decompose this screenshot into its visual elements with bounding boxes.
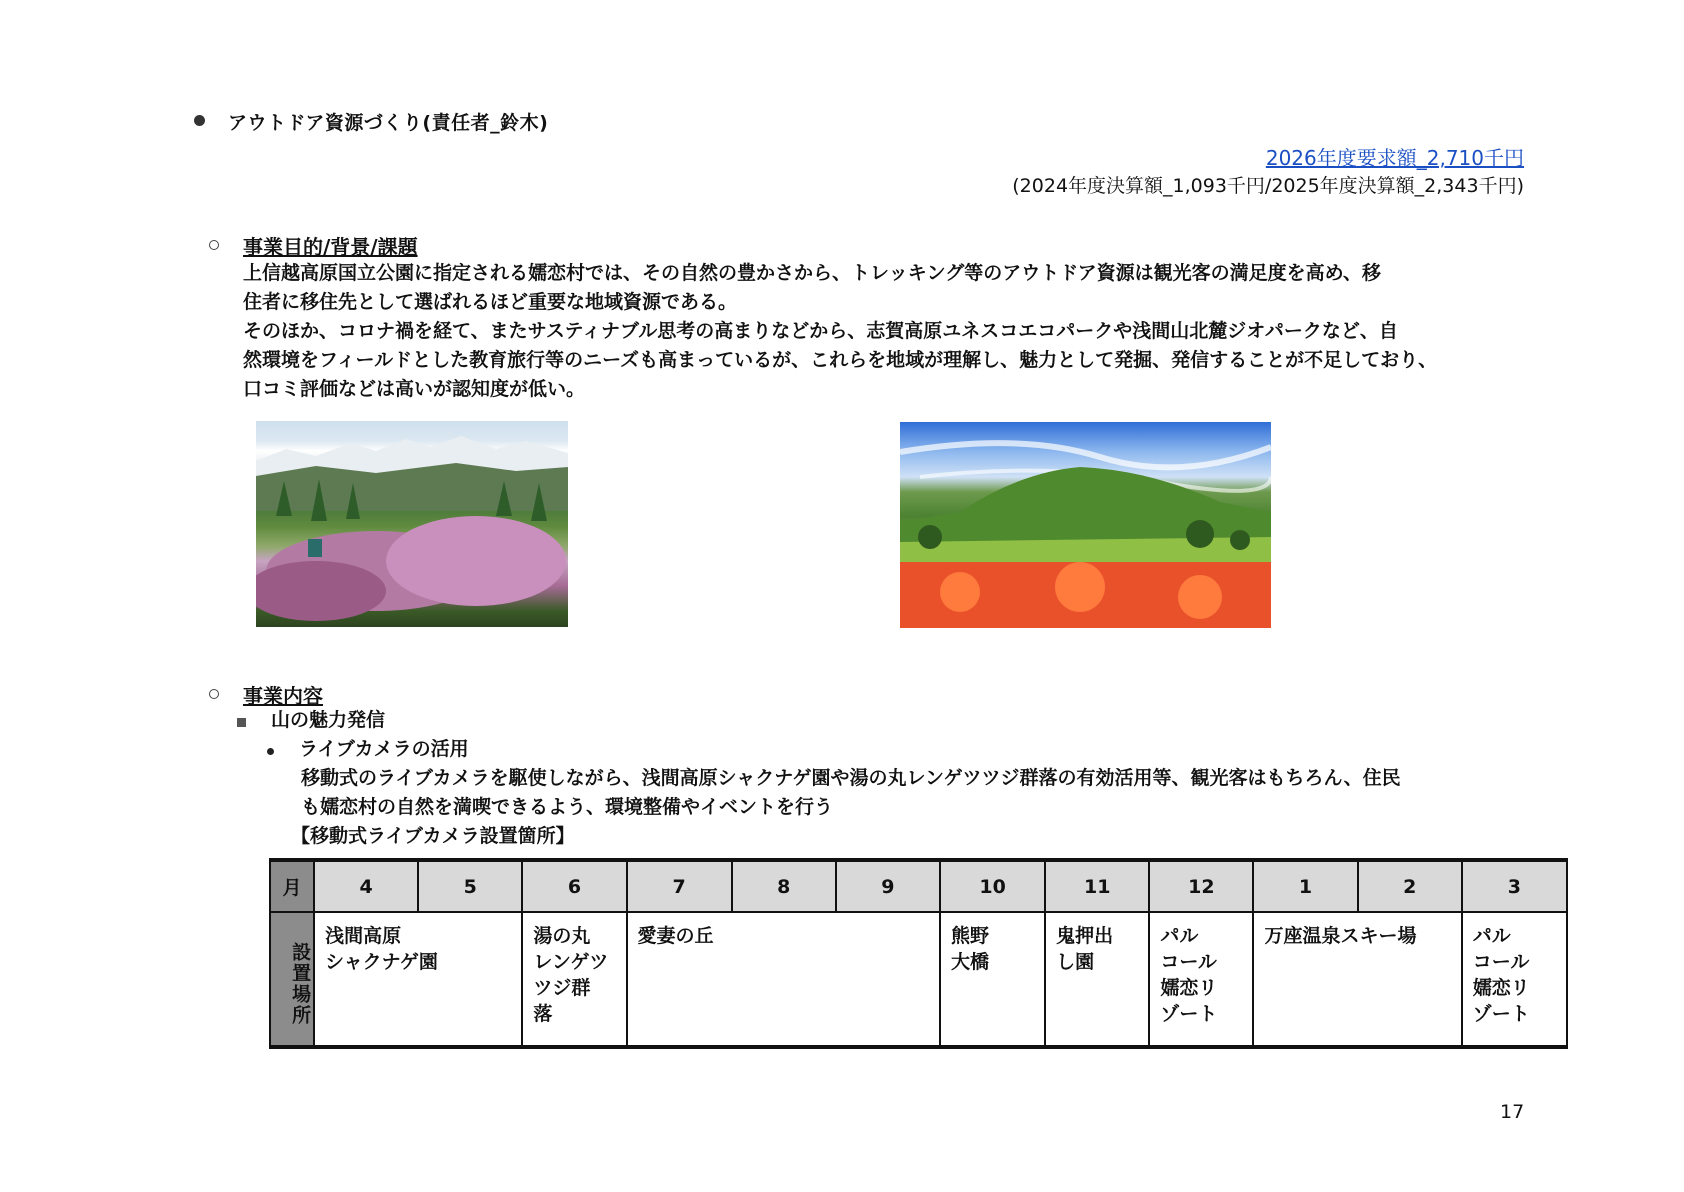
location-row-label: 設置場所 <box>270 912 314 1047</box>
location-cell: 湯の丸 レンゲツ ツジ群 落 <box>522 912 626 1047</box>
table-caption: 【移動式ライブカメラ設置箇所】 <box>291 825 575 847</box>
month-cell: 8 <box>732 860 836 912</box>
schedule-table <box>269 858 1568 1049</box>
month-header-row <box>270 860 1567 912</box>
location-cell: パル コール 嬬恋リ ゾート <box>1149 912 1253 1047</box>
location-cell: 浅間高原 シャクナゲ園 <box>314 912 522 1047</box>
month-cell: 9 <box>836 860 940 912</box>
month-cell: 5 <box>418 860 522 912</box>
location-row <box>270 912 1567 1047</box>
photo-mountain-rhododendron-art <box>256 421 568 627</box>
month-cell: 3 <box>1462 860 1567 912</box>
location-cell: 鬼押出 し園 <box>1045 912 1149 1047</box>
small-dot-icon <box>267 748 274 755</box>
purpose-line: 上信越高原国立公園に指定される嬬恋村では、その自然の豊かさから、トレッキング等のアウトドア資源は観光客の満足度を高め、移 <box>243 262 1381 284</box>
purpose-line: そのほか、コロナ禍を経て、またサスティナブル思考の高まりなどから、志賀高原ユネスコエコパークや浅間山北麓ジオパークなど、自 <box>243 320 1398 342</box>
month-cell: 10 <box>940 860 1045 912</box>
month-corner: 月 <box>270 860 314 912</box>
month-cell: 2 <box>1358 860 1462 912</box>
budget-request[interactable]: 2026年度要求額_2,710千円 <box>1265 146 1524 170</box>
item-body <box>301 764 1531 822</box>
month-cell: 6 <box>522 860 626 912</box>
bullet-icon <box>194 115 205 126</box>
month-cell: 4 <box>314 860 418 912</box>
budget-settled: (2024年度決算額_1,093千円/2025年度決算額_2,343千円) <box>1012 175 1524 197</box>
content-sub-heading: 山の魅力発信 <box>271 709 386 731</box>
month-cell: 11 <box>1045 860 1149 912</box>
item-heading: ライブカメラの活用 <box>299 738 469 760</box>
month-cell: 12 <box>1149 860 1253 912</box>
photo-volcano-azalea <box>900 422 1271 628</box>
square-bullet-icon <box>237 718 246 727</box>
location-cell: 愛妻の丘 <box>627 912 940 1047</box>
item-line: 移動式のライブカメラを駆使しながら、浅間高原シャクナゲ園や湯の丸レンゲツツジ群落の有効活用等、観光客はもちろん、住民 <box>301 767 1401 789</box>
purpose-heading: 事業目的/背景/課題 <box>243 235 418 259</box>
purpose-body <box>243 259 1533 404</box>
photo-volcano-azalea-art <box>900 422 1271 628</box>
month-cell: 7 <box>627 860 732 912</box>
location-cell: パル コール 嬬恋リ ゾート <box>1462 912 1567 1047</box>
purpose-line: 口コミ評価などは高いが認知度が低い。 <box>243 378 586 400</box>
month-cell: 1 <box>1253 860 1357 912</box>
section-title: アウトドア資源づくり(責任者_鈴木) <box>228 112 549 134</box>
photo-mountain-rhododendron <box>256 421 568 627</box>
location-cell: 熊野 大橋 <box>940 912 1045 1047</box>
purpose-line: 住者に移住先として選ばれるほど重要な地域資源である。 <box>243 291 738 313</box>
item-line: も嬬恋村の自然を満喫できるよう、環境整備やイベントを行う <box>301 796 834 818</box>
circle-bullet-icon <box>209 689 219 699</box>
content-heading: 事業内容 <box>243 684 323 708</box>
purpose-line: 然環境をフィールドとした教育旅行等のニーズも高まっているが、これらを地域が理解し、魅力として発掘、発信することが不足しており、 <box>243 349 1438 371</box>
page-number: 17 <box>1500 1101 1525 1123</box>
location-cell: 万座温泉スキー場 <box>1253 912 1461 1047</box>
circle-bullet-icon <box>209 240 219 250</box>
